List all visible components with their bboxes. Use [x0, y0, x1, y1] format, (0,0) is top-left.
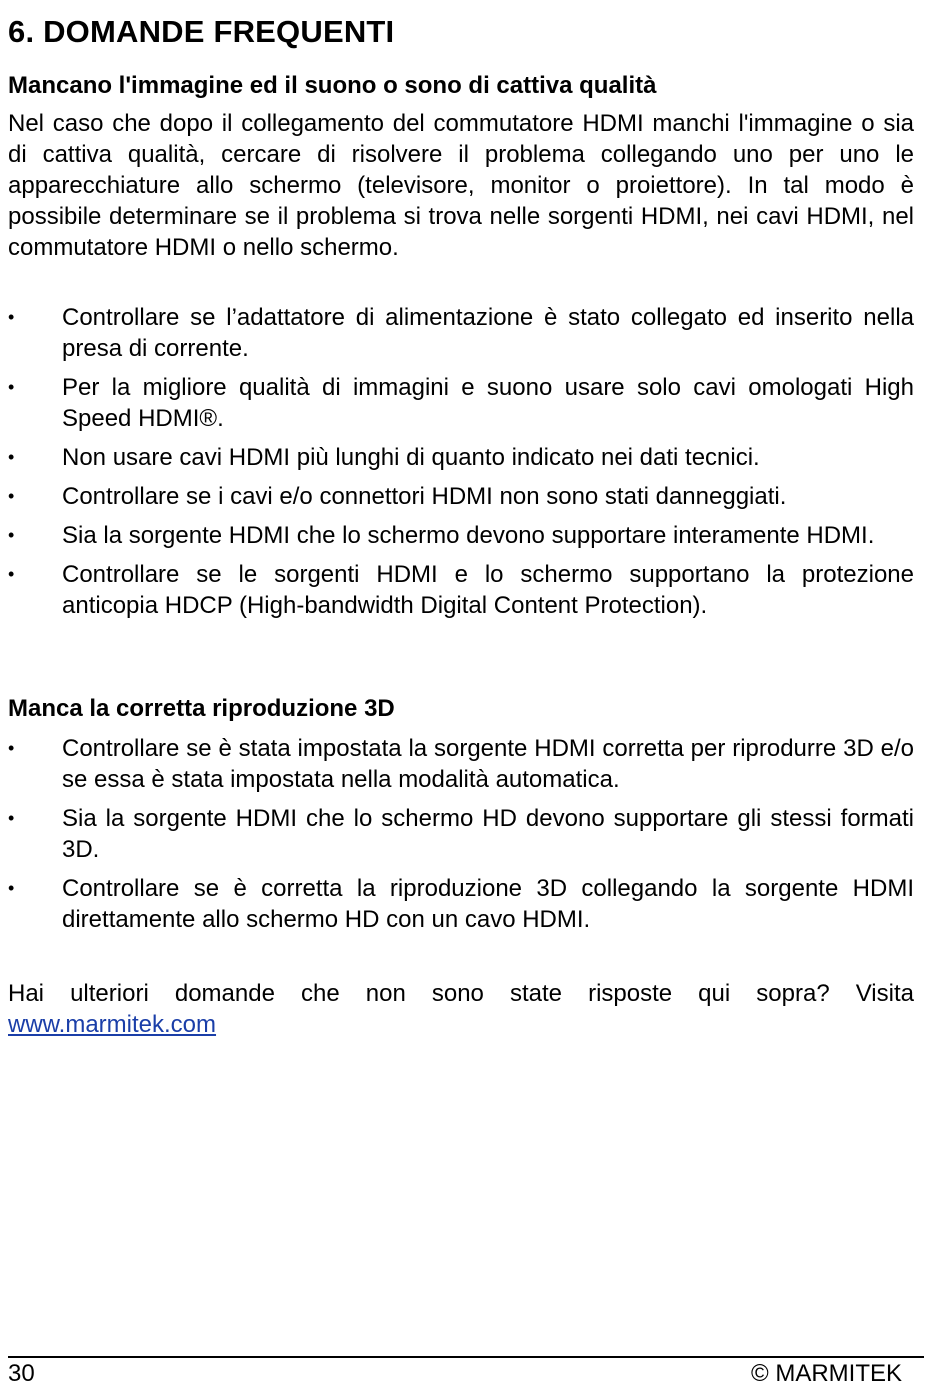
bullet-icon: •: [8, 447, 15, 467]
bullet-icon: •: [8, 377, 15, 397]
list-item-text: Controllare se l’adattatore di alimentazione è stato collegato ed inserito nella presa di corrente.: [62, 304, 914, 362]
list-item: [8, 442, 914, 473]
troubleshooting-list-image-sound: [8, 302, 914, 621]
bullet-icon: •: [8, 486, 15, 506]
list-item: [8, 481, 914, 512]
page-title: 6. DOMANDE FREQUENTI: [8, 14, 395, 49]
section-heading-image-sound: Mancano l'immagine ed il suono o sono di cattiva qualità: [8, 72, 657, 99]
bullet-icon: •: [8, 808, 15, 828]
list-item: [8, 520, 914, 551]
list-item-text: Sia la sorgente HDMI che lo schermo devono supportare interamente HDMI.: [62, 522, 875, 549]
list-item: [8, 302, 914, 364]
list-item: [8, 733, 914, 795]
list-item-text: Controllare se i cavi e/o connettori HDMI non sono stati danneggiati.: [62, 483, 787, 510]
list-item-text: Controllare se è corretta la riproduzione 3D collegando la sorgente HDMI direttamente allo schermo HD con un cavo HDMI.: [62, 875, 914, 933]
bullet-icon: •: [8, 878, 15, 898]
closing-paragraph: [8, 978, 914, 1040]
bullet-icon: •: [8, 738, 15, 758]
list-item: [8, 559, 914, 621]
list-item: [8, 873, 914, 935]
bullet-icon: •: [8, 525, 15, 545]
list-item-text: Sia la sorgente HDMI che lo schermo HD devono supportare gli stessi formati 3D.: [62, 805, 914, 863]
bullet-icon: •: [8, 307, 15, 327]
footer-divider: [8, 1356, 924, 1358]
closing-text: Hai ulteriori domande che non sono state risposte qui sopra? Visita: [8, 980, 914, 1007]
list-item: [8, 803, 914, 865]
list-item: [8, 372, 914, 434]
section-heading-3d: Manca la corretta riproduzione 3D: [8, 695, 395, 722]
list-item-text: Per la migliore qualità di immagini e suono usare solo cavi omologati High Speed HDMI®.: [62, 374, 914, 432]
list-item-text: Non usare cavi HDMI più lunghi di quanto indicato nei dati tecnici.: [62, 444, 760, 471]
bullet-icon: •: [8, 564, 15, 584]
troubleshooting-list-3d: [8, 733, 914, 935]
page-number: 30: [8, 1360, 35, 1387]
section-intro-paragraph: Nel caso che dopo il collegamento del commutatore HDMI manchi l'immagine o sia di cattiva qualità, cercare di risolvere il problema collegando uno per uno le apparecchiature allo schermo (televisore, monitor o proiettore). In tal modo è possibile determinare se il problema si trova nelle sorgenti HDMI, nei cavi HDMI, nel commutatore HDMI o nello schermo.: [8, 110, 914, 261]
marmitek-website-link[interactable]: www.marmitek.com: [8, 1011, 217, 1038]
list-item-text: Controllare se è stata impostata la sorgente HDMI corretta per riprodurre 3D e/o se essa è stata impostata nella modalità automatica.: [62, 735, 914, 793]
footer-brand: © MARMITEK: [750, 1360, 902, 1387]
list-item-text: Controllare se le sorgenti HDMI e lo schermo supportano la protezione anticopia HDCP (High-bandwidth Digital Content Protection).: [62, 561, 914, 619]
